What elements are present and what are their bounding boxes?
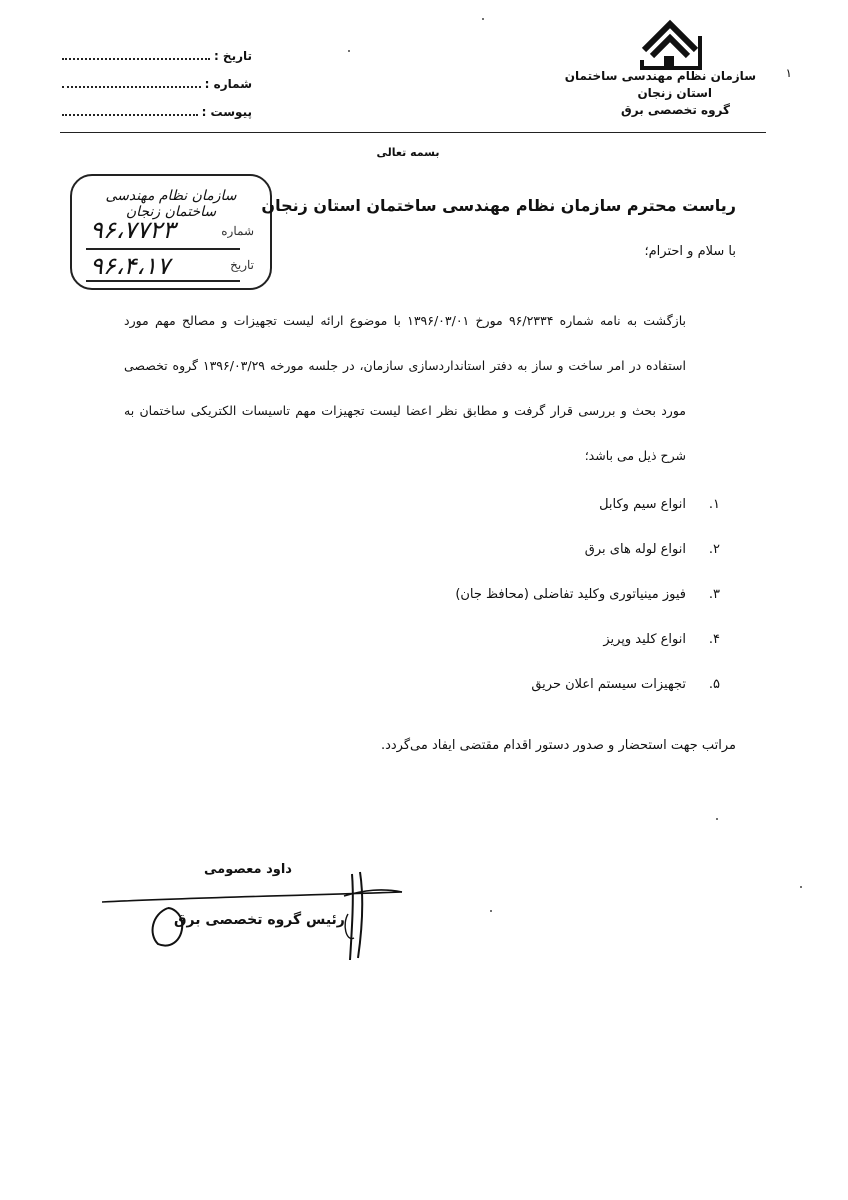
scan-speck — [348, 50, 350, 52]
date-field-dots — [62, 48, 210, 60]
attachment-row — [62, 98, 252, 126]
list-item — [455, 582, 720, 627]
date-row — [62, 42, 252, 70]
list-item-number: ۲. — [708, 542, 720, 557]
number-field-dots — [62, 76, 201, 88]
registration-stamp — [70, 174, 272, 290]
scan-speck — [482, 18, 484, 20]
scan-speck — [490, 910, 492, 912]
organization-logo-icon — [634, 16, 708, 70]
list-item-text: تجهیزات سیستم اعلان حریق — [531, 677, 686, 692]
stamp-date-underline — [86, 280, 240, 282]
list-item-number: ۳. — [708, 587, 720, 602]
body-paragraph — [124, 298, 736, 478]
stamp-date-label: تاریخ — [230, 258, 254, 272]
attachment-field-dots — [62, 104, 198, 116]
list-item — [455, 672, 720, 717]
recipient-line: ریاست محترم سازمان نظام مهندسی ساختمان استان زنجان — [261, 196, 736, 215]
signatory-name: داود معصومی — [204, 862, 292, 877]
list-item-text: فیوز مینیاتوری وکلید تفاضلی (محافظ جان) — [455, 587, 686, 602]
organization-province: استان زنجان — [637, 86, 712, 100]
stamp-org-line: سازمان نظام مهندسی ساختمان زنجان — [105, 188, 237, 220]
date-label: تاریخ : — [213, 49, 252, 63]
list-item-number: ۱. — [708, 497, 720, 512]
header-divider — [60, 132, 766, 133]
scan-speck — [800, 886, 802, 888]
closing-line: مراتب جهت استحضار و صدور دستور اقدام مقتضی ایفاد می‌گردد. — [380, 738, 736, 753]
basmala — [0, 146, 848, 159]
list-item-text: انواع سیم وکابل — [599, 497, 686, 512]
list-item-text: انواع کلید وپریز — [603, 632, 686, 647]
body-paragraph-text: بازگشت به نامه شماره ۹۶/۲۳۳۴ مورخ ۱۳۹۶/۰۳/۰۱ با موضوع ارائه لیست تجهیزات و مصالح مهم مورد استفاده در امر ساخت و ساز به دفتر استانداردسازی سازمان، در جلسه مورخه ۱۳۹۶/۰۳/۲۹ گروه تخصصی مورد بحث و بررسی قرار گرفت و مطابق نظر اعضا لیست تجهیزات مهم تاسیسات الکتریکی ساختمان به شرح ذیل می باشد؛ — [124, 313, 686, 463]
stamp-date: ۹۶،۴،۱۷ — [90, 252, 170, 280]
organization-group: گروه تخصصی برق — [621, 103, 730, 117]
list-item — [455, 537, 720, 582]
scan-speck — [716, 818, 718, 820]
number-label: شماره : — [204, 77, 252, 91]
stamp-number-underline — [86, 248, 240, 250]
list-item-number: ۴. — [708, 632, 720, 647]
greeting-line: با سلام و احترام؛ — [644, 244, 736, 259]
basmala-text: بسمه تعالی — [376, 146, 440, 159]
organization-name-block — [516, 68, 756, 119]
stamp-number: ۹۶،۷۷۲۳ — [90, 216, 176, 244]
attachment-label: پیوست : — [201, 105, 252, 119]
organization-name: سازمان نظام مهندسی ساختمان — [564, 69, 756, 83]
signatory-title: رئیس گروه تخصصی برق — [174, 912, 345, 928]
number-row — [62, 70, 252, 98]
page-number: ۱ — [785, 66, 792, 80]
list-item-text: انواع لوله های برق — [584, 542, 686, 557]
list-item — [455, 492, 720, 537]
list-item-number: ۵. — [708, 677, 720, 692]
letter-meta-block — [62, 42, 252, 126]
list-item — [455, 627, 720, 672]
stamp-number-label: شماره — [221, 224, 254, 238]
equipment-list — [455, 492, 720, 717]
